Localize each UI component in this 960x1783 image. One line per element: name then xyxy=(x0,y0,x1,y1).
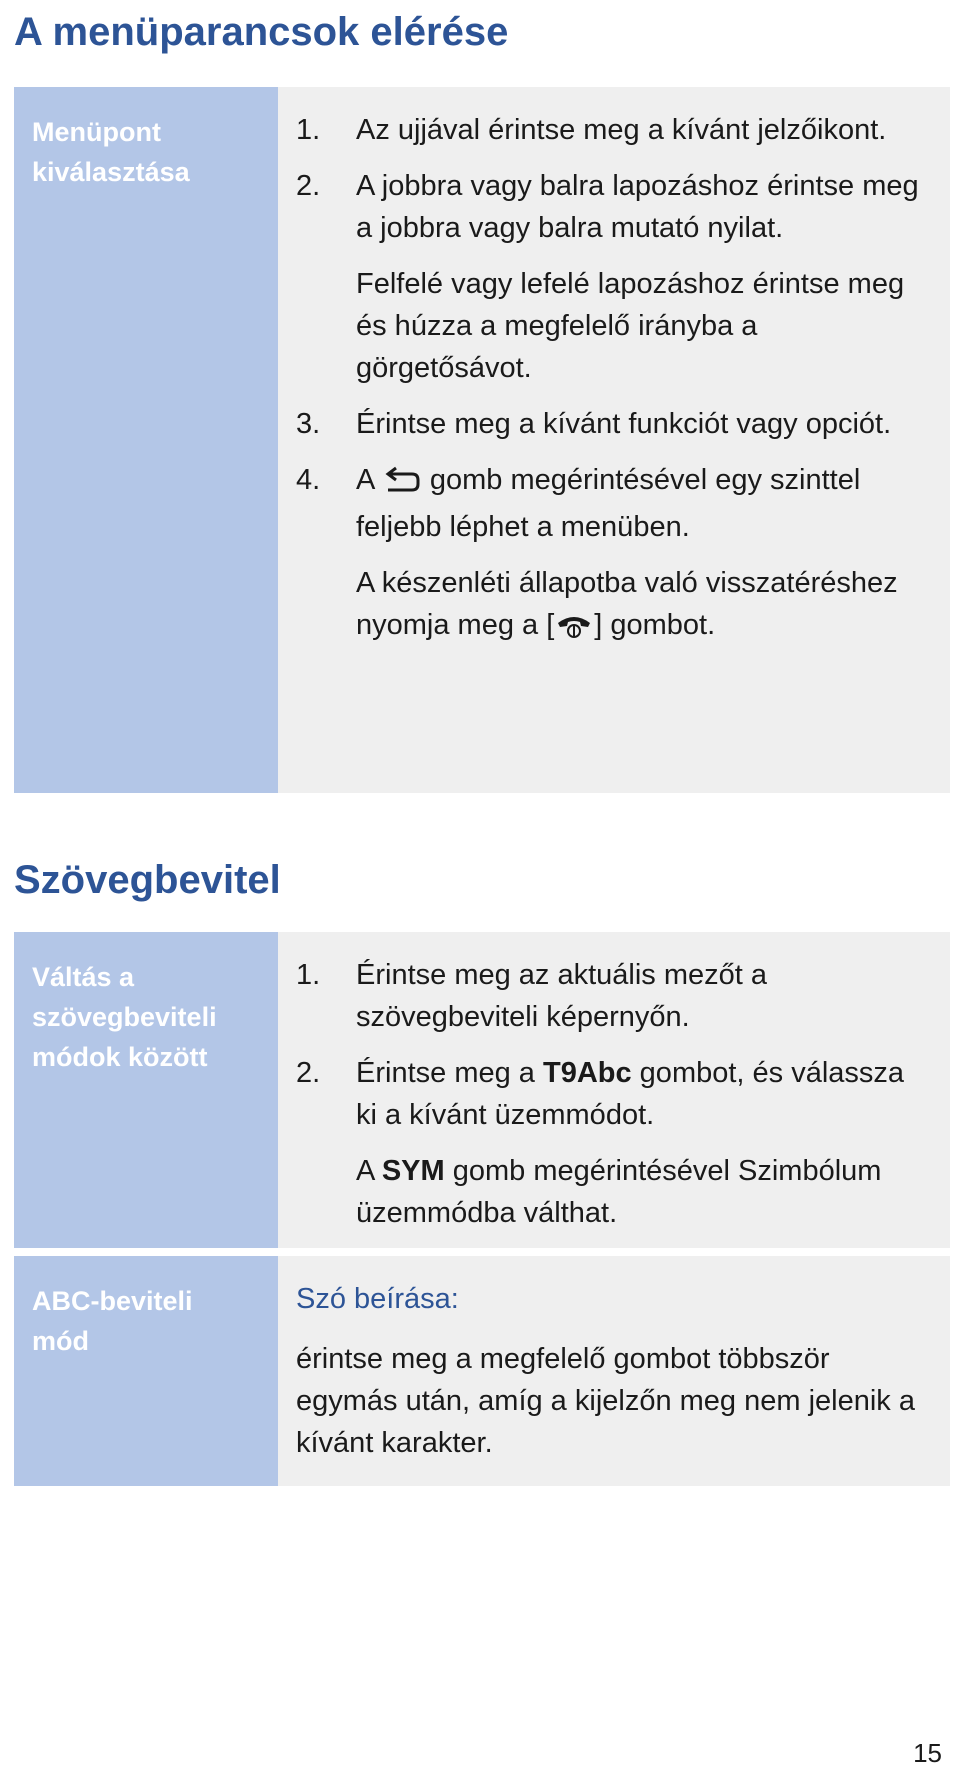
row-label-line: kiválasztása xyxy=(32,157,190,187)
step-number: 3. xyxy=(296,408,321,440)
step-text: A jobbra vagy balra lapozáshoz érintse meg a jobbra vagy balra mutató nyilat. xyxy=(356,170,919,244)
row-label xyxy=(14,87,278,793)
step-number: 2. xyxy=(296,170,321,202)
list-item xyxy=(296,109,926,151)
row-label-line: mód xyxy=(32,1326,89,1356)
text-fragment: gomb megérintésével Szimbólum üzemmódba válthat. xyxy=(356,1155,882,1229)
end-call-icon xyxy=(554,609,594,651)
text-fragment: gombot, és válassza ki a kívánt üzemmódot. xyxy=(356,1057,905,1131)
step-text xyxy=(356,459,926,548)
row-label-line: szövegbeviteli xyxy=(32,1002,217,1032)
step-number: 1. xyxy=(296,114,321,146)
abc-mode-row xyxy=(14,1256,950,1486)
step-text: Felfelé vagy lefelé lapozáshoz érintse meg és húzza a megfelelő irányba a görgetősávot. xyxy=(356,268,905,384)
text-fragment: gomb megérintésével egy szinttel feljebb léphet a menüben. xyxy=(356,464,861,543)
menu-access-row xyxy=(14,87,950,793)
row-content xyxy=(278,932,950,1248)
text-fragment: A készenléti állapotba való visszatéréshez nyomja meg a [ xyxy=(356,567,898,641)
list-item xyxy=(296,459,926,651)
key-name: T9Abc xyxy=(542,1057,632,1089)
list-item xyxy=(296,954,926,1038)
step-text xyxy=(356,1150,926,1234)
step-text: Az ujjával érintse meg a kívánt jelzőikont. xyxy=(356,114,887,146)
row-label-line: módok között xyxy=(32,1042,208,1072)
text-fragment: A xyxy=(356,464,374,496)
row-label xyxy=(14,932,278,1248)
input-mode-row xyxy=(14,932,950,1248)
step-text xyxy=(356,562,926,651)
text-fragment: A xyxy=(356,1155,382,1187)
row-content xyxy=(278,87,950,793)
step-text: Érintse meg az aktuális mezőt a szövegbeviteli képernyőn. xyxy=(356,959,768,1033)
row-label-line: Váltás a xyxy=(32,962,135,992)
list-item xyxy=(296,1052,926,1234)
section-title: Szövegbevitel xyxy=(14,858,281,902)
text-fragment: Érintse meg a xyxy=(356,1057,543,1089)
step-text: Érintse meg a kívánt funkciót vagy opciót. xyxy=(356,408,892,440)
step-text xyxy=(356,1052,926,1136)
list-item xyxy=(296,403,926,445)
step-list xyxy=(296,109,926,651)
step-number: 1. xyxy=(296,959,321,991)
text-fragment: ] gombot. xyxy=(594,609,716,641)
row-label-line: Menüpont xyxy=(32,117,161,147)
step-number: 4. xyxy=(296,464,321,496)
row-label-line: ABC-beviteli xyxy=(32,1286,193,1316)
row-content xyxy=(278,1256,950,1486)
step-number: 2. xyxy=(296,1057,321,1089)
body-text: érintse meg a megfelelő gombot többször egymás után, amíg a kijelzőn meg nem jelenik a kívánt karakter. xyxy=(296,1343,915,1459)
step-list xyxy=(296,954,926,1234)
page-title: A menüparancsok elérése xyxy=(14,10,509,54)
page-number: 15 xyxy=(913,1738,942,1768)
row-label xyxy=(14,1256,278,1486)
list-item xyxy=(296,165,926,389)
key-name: SYM xyxy=(381,1155,445,1187)
subheading: Szó beírása: xyxy=(296,1283,459,1315)
back-arrow-icon xyxy=(382,464,422,506)
